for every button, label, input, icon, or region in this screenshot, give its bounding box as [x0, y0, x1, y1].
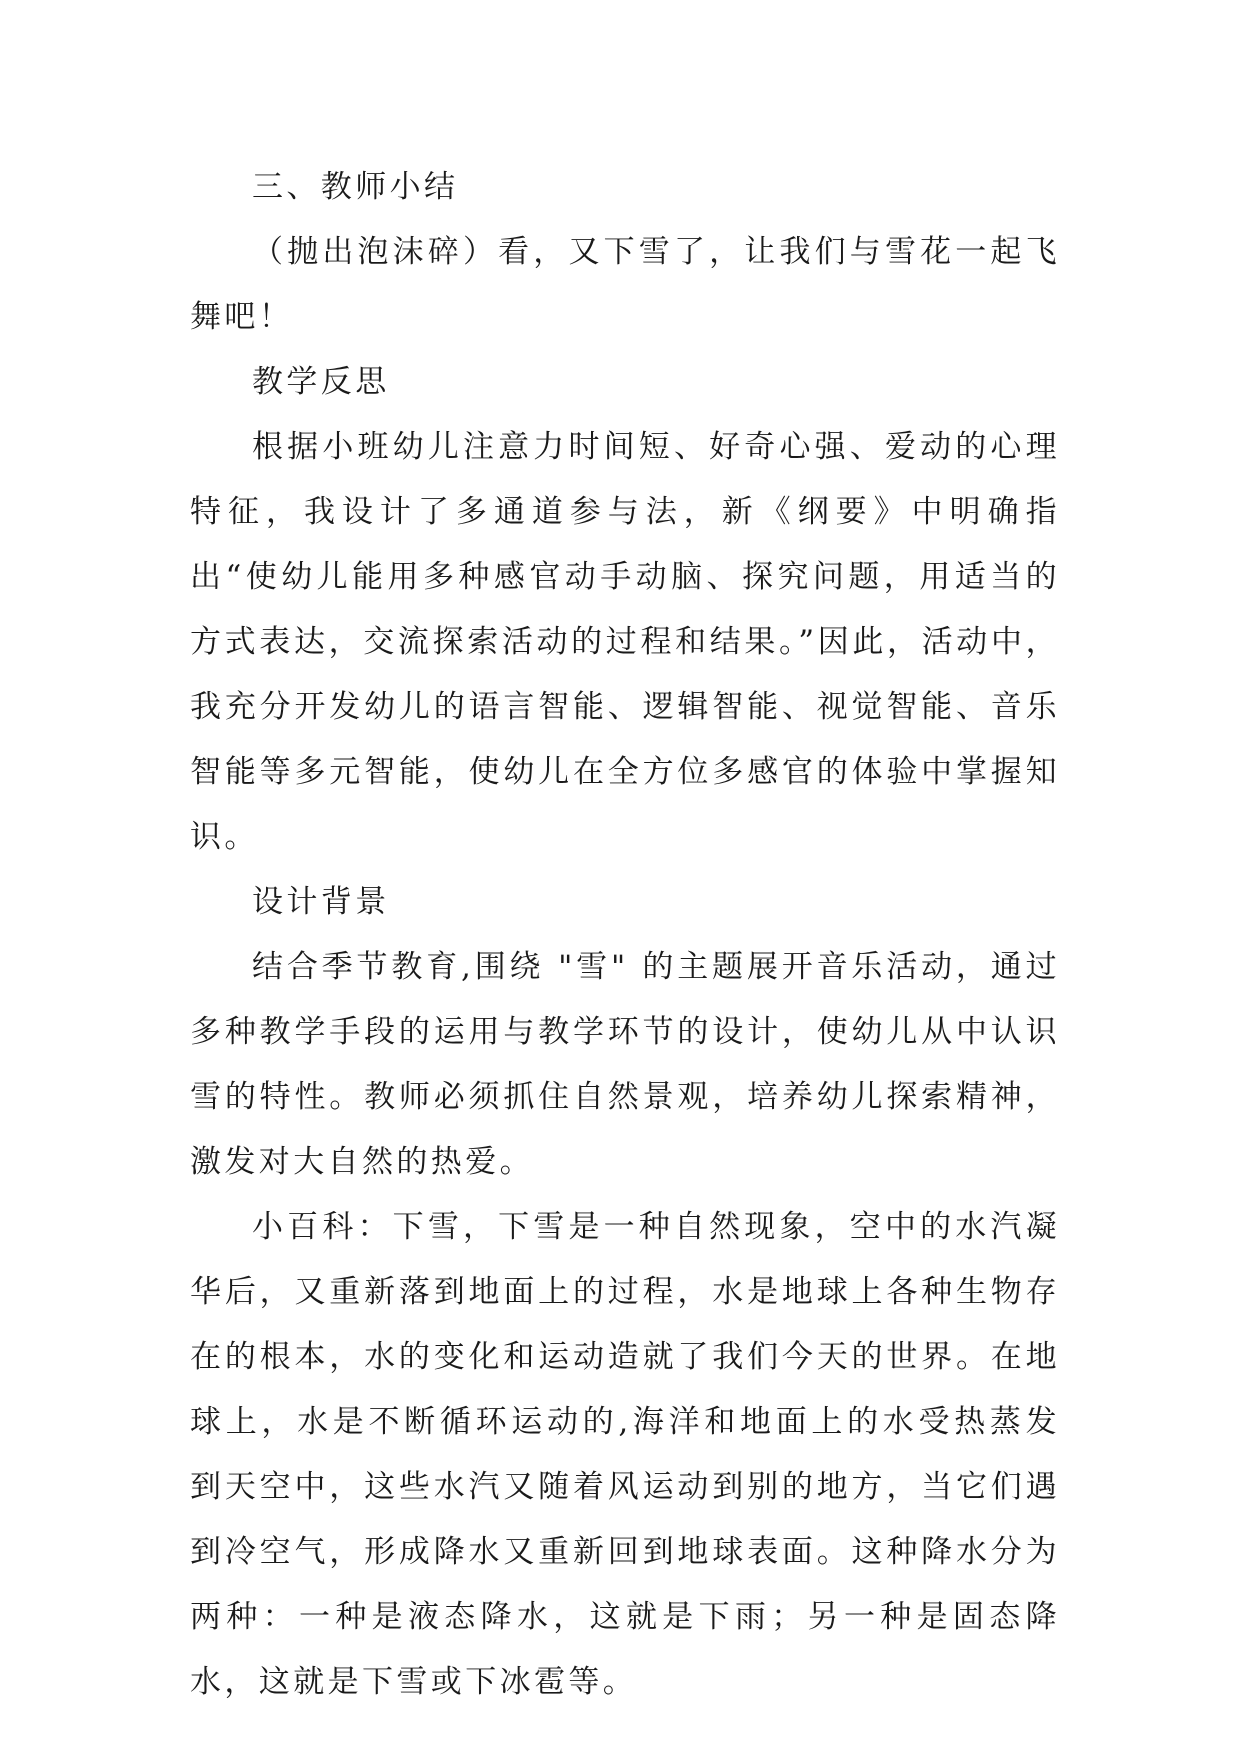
- section-heading-teacher-summary: 三、教师小结: [252, 169, 459, 205]
- paragraph-reflection-text: 根据小班幼儿注意力时间短、好奇心强、爱动的心理特征，我设计了多通道参与法，新《纲要》中明确指出“使幼儿能用多种感官动手动脑、探究问题，用适当的方式表达，交流探索活动的过程和结果。”因此，活动中，我充分开发幼儿的语言智能、逻辑智能、视觉智能、音乐智能等多元智能，使幼儿在全方位多感官的体验中掌握知识。: [190, 429, 1060, 855]
- section-heading-teaching-reflection: 教学反思: [252, 364, 390, 400]
- document-body: [190, 155, 1060, 1715]
- paragraph-encyclopedia-text: 小百科：下雪，下雪是一种自然现象，空中的水汽凝华后，又重新落到地面上的过程，水是地球上各种生物存在的根本，水的变化和运动造就了我们今天的世界。在地球上，水是不断循环运动的,海洋和地面上的水受热蒸发到天空中，这些水汽又随着风运动到别的地方，当它们遇到冷空气，形成降水又重新回到地球表面。这种降水分为两种：一种是液态降水，这就是下雨；另一种是固态降水，这就是下雪或下冰雹等。: [190, 1209, 1060, 1700]
- paragraph-background-text: 结合季节教育,围绕 "雪" 的主题展开音乐活动，通过多种教学手段的运用与教学环节的设计，使幼儿从中认识雪的特性。教师必须抓住自然景观，培养幼儿探索精神，激发对大自然的热爱。: [190, 949, 1060, 1180]
- paragraph-summary-text: （抛出泡沫碎）看，又下雪了，让我们与雪花一起飞舞吧！: [190, 234, 1060, 335]
- section-heading-design-background: 设计背景: [252, 884, 390, 920]
